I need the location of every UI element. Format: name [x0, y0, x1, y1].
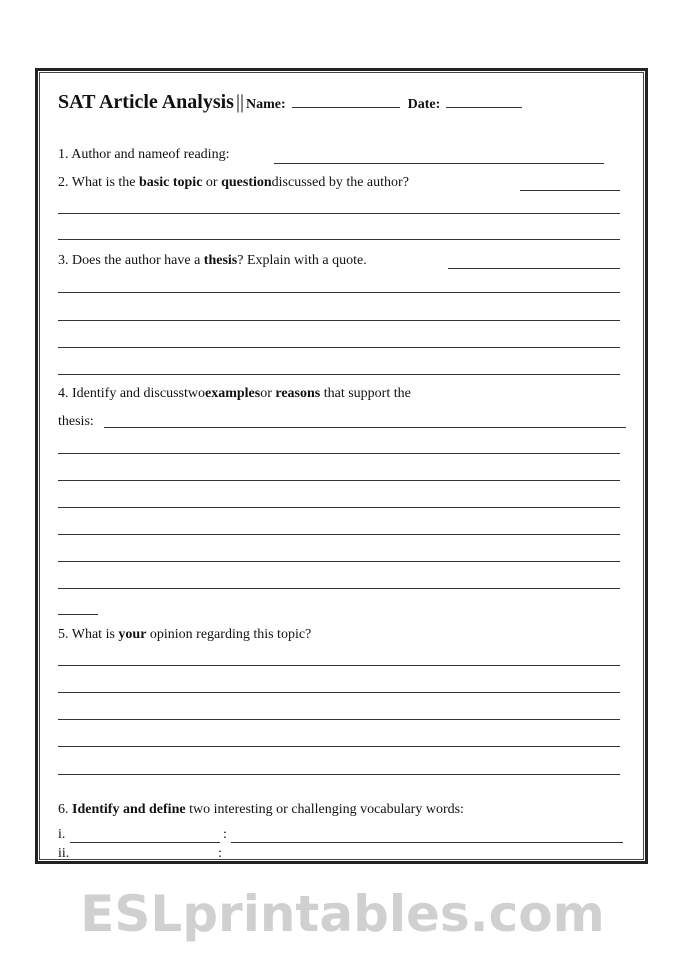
vocab-definition-line[interactable]: [225, 861, 615, 862]
answer-line[interactable]: [104, 427, 626, 428]
vocab-word-line[interactable]: [70, 842, 220, 843]
answer-line[interactable]: [58, 239, 620, 240]
separator: ||: [235, 91, 244, 113]
answer-line[interactable]: [58, 320, 620, 321]
watermark: ESLprintables.com: [80, 885, 605, 943]
answer-line[interactable]: [58, 374, 620, 375]
date-field[interactable]: [446, 107, 522, 108]
answer-line[interactable]: [520, 190, 620, 191]
name-field[interactable]: [292, 107, 400, 108]
answer-line[interactable]: [58, 347, 620, 348]
answer-line[interactable]: [58, 588, 620, 589]
answer-line[interactable]: [58, 561, 620, 562]
header-row: [58, 91, 530, 114]
answer-line[interactable]: [58, 453, 620, 454]
vocab-label-2: ii.: [58, 846, 70, 861]
answer-line[interactable]: [58, 614, 98, 615]
answer-line[interactable]: [58, 774, 620, 775]
answer-line[interactable]: [58, 480, 620, 481]
question-4-line2: thesis:: [58, 414, 94, 429]
question-6: 6. Identify and define two interesting or challenging vocabulary words:: [58, 802, 464, 817]
answer-line[interactable]: [58, 746, 620, 747]
answer-line[interactable]: [58, 692, 620, 693]
worksheet-border: [35, 68, 648, 864]
vocab-colon: :: [223, 827, 227, 842]
name-label: Name:: [245, 97, 286, 112]
answer-line[interactable]: [58, 665, 620, 666]
answer-line[interactable]: [58, 213, 620, 214]
answer-line[interactable]: [58, 719, 620, 720]
worksheet-title: SAT Article Analysis: [58, 91, 234, 113]
question-5: 5. What is your opinion regarding this topic?: [58, 627, 312, 642]
answer-line[interactable]: [448, 268, 620, 269]
answer-line[interactable]: [58, 534, 620, 535]
question-2: 2. What is the basic topic or questiondiscussed by the author?: [58, 175, 409, 190]
answer-line[interactable]: [274, 163, 604, 164]
answer-line[interactable]: [58, 507, 620, 508]
answer-line[interactable]: [58, 292, 620, 293]
vocab-label-1: i.: [58, 827, 66, 842]
vocab-definition-line[interactable]: [231, 842, 623, 843]
date-label: Date:: [407, 97, 441, 112]
vocab-colon: :: [218, 846, 222, 861]
question-3: 3. Does the author have a thesis? Explain with a quote.: [58, 253, 367, 268]
question-1: 1. Author and nameof reading:: [58, 147, 230, 162]
question-4: 4. Identify and discusstwoexamplesor reasons that support the: [58, 386, 411, 401]
vocab-word-line[interactable]: [76, 861, 216, 862]
